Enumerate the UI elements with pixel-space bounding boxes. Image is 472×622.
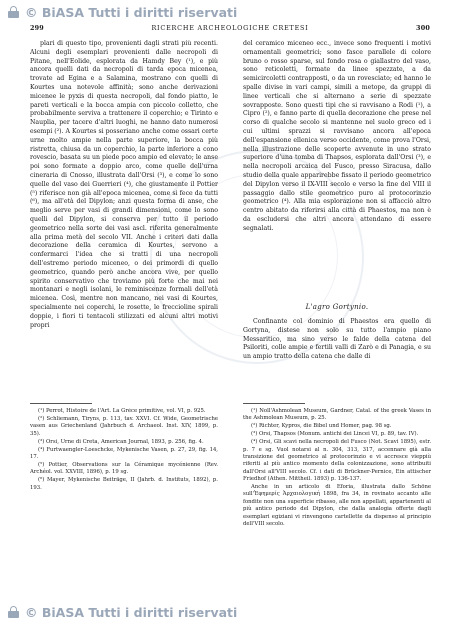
footnote: (⁴) Furtwaengler-Loeschcke, Mykenische Vasen, p. 27, 29, fig. 14, 17. <box>30 446 218 460</box>
footnote: Anche in un articolo di Eforia, illustrata dallo Schöne sull'Ἐφημερίς Ἀρχαιολογική 1898, fra 34, in rovinato accanto alle fondite non una superficie ribasso, alle non appellati, appartenenti al più antico periodo del Dipylon, che dalla analogia offerte dagli esemplari egiziani vi rinvengono cartellette da dispenso al principio dell'VIII secolo. <box>243 484 431 528</box>
body-paragraph: del ceramico miceneo ecc., invece sono frequenti i motivi ornamentali geometrici; sono fasce parallele di colore bruno o rosso sparse, sul fondo rosa o giallastro del vaso, sono reticoletti, formate da linee spezzate, a da semicircoletti contrapposti, o da un rovesciato; ed hanno le spalle divise in vari campi, simili a metope, da gruppi di linee verticali che si alternano a serie di spezzate sovrapposte. Sono questi tipi che si ravvisano a Rodi (¹), a Cipro (²), e fanno parte di quella decorazione che prese nel corso di qualche secolo si mantenne nel suolo greco ed i cui ultimi sprazzi si ravvisano ancora all'epoca dell'espansione ellenica verso occidente, come prova l'Orsi, nella illustrazione delle scoperte avvenute in uno strato superiore d'una tomba di Thapsos, esplorata dall'Orsi (³), e nella necropoli arcaica del Fusco, presso Siracusa, dallo studio della quale apparirebbe fissato il periodo geometrico del Dipylon verso il IX-VIII secolo e verso la fine del VIII il passaggio dallo stile geometrico puro al protocorinzio geometrico (⁴). Alla mia esplorazione non si affacciò altro centro abitato da riferirsi alla città di Phaestos, ma non è da escludersi che altri ancora attendano di essere segnalati. <box>243 40 431 232</box>
page-number-right: 300 <box>416 24 430 32</box>
watermark-banner-top <box>0 3 472 21</box>
footnote: (²) Richter, Kypros, die Bibel und Homer, pag. 98 sg. <box>251 423 392 430</box>
footnote: (⁶) Mayer, Mykenische Beiträge, II (Jahrb. d. Instituts, 1892), p. 193. <box>30 477 218 491</box>
footnotes-left <box>30 408 218 598</box>
lock-icon <box>8 6 19 18</box>
body-paragraph: Confinante col dominio di Phaestos era quello di Gortyna, distese non solo su tutto l'ampio piano Messaritico, ma sino verso le falde della catena del Psiloriti, colle ampie e fertili valli di Zarò e di Panagia, e su un ampio tratto della catena che dalle di <box>243 318 431 361</box>
lock-icon <box>8 606 19 618</box>
watermark-banner-bottom <box>0 603 472 621</box>
watermark-text: © BiASA Tutti i diritti riservati <box>25 4 238 20</box>
footnote: (³) Orsi, Thapsos (Monum. antichi dei Lincei VI, p. 89, tav. IV). <box>251 431 419 438</box>
left-text-column <box>30 40 218 395</box>
watermark-text: © BiASA Tutti i diritti riservati <box>25 604 238 620</box>
footnotes-right <box>243 408 431 598</box>
right-section-body <box>243 318 431 404</box>
page-number-left: 299 <box>30 24 44 32</box>
running-header <box>30 24 430 36</box>
footnote-divider <box>243 403 305 404</box>
running-title: RICERCHE ARCHEOLOGICHE CRETESI <box>151 24 309 32</box>
footnote: (²) Schliemann, Tiryns, p. 113, tav. XXVI. Cf. Wide, Geometrische vasen aus Griechenland (Jahrbuch d. Archaeol. Inst. XIV, 1899, p. 35). <box>30 415 218 437</box>
footnote: (¹) Perrot, Histoire de l'Art. La Grèce primitive, vol. VI, p. 925. <box>38 408 206 414</box>
section-heading: L'agro Gortynio. <box>305 303 369 311</box>
footnote: (⁴) Orsi, Gli scavi nella necropoli del Fusco (Not. Scavi 1895), estr. p. 7 e sg. Vuol notarsi al n. 304, 313, 317, accennare già alla transizione del geometrico al protocorinzio e vi accresce vieppiù riferiti al più antico momento della colonizzazione, sono attribuiti dall'Orsi all'VIII secolo. Cf. i dati di Brückner-Pernice, Ein attischer Friedhof (Athen. Mittheil. 1893) p. 136-137. <box>243 439 431 483</box>
footnote-divider <box>30 403 92 404</box>
body-paragraph: plari di questo tipo, provenienti dagli strati più recenti. Alcuni degli esemplari provenienti dalle necropoli di Pitane, nell'Eolide, esplorata da Hamdy Bey (¹), e più ancora quelli dati da necropoli di tarda epoca micenea, trovate ad Egina e a Salamina, mostrano con quelli di Kourtes una notevole affinità; sono anche derivazioni micenee le pyxis di questa necropoli, dal fondo piatto, le pareti verticali e la bocca ampia con piccolo colletto, che probabilmente serviva a trattenere il coperchio; e Tirinto e Nauplia, per tacere d'altri luoghi, ne hanno dato numerosi esempi (²). A Kourtes si posseriano anche come ossari certe urne molto ampie nella parte superiore, la bocca più ristretta, chiusa da un coperchio, la parte inferiore a cono rovescio, basata su un piede poco ampio ed elevato; le anse poi sono formate a doppio arco, come quelle dell'urna cineraria di Cnosso, illustrata dall'Orsi (³), e come lo sono quelle del vaso dei Guerrieri (⁴), che giustamente il Pottier (⁵) riferisce non già all'epoca micenea, come si fece da tutti (⁶), ma all'età del Dipylon; anzi questa forma di anse, che meglio serve per vasi di grandi dimensioni, come lo sono quelli del Dipylon, si conserva per tutto il periodo geometrico nella sorte dei vasi ascl. riferita generalmente alla prima metà del secolo VII. Anche i criteri dati dalla decorazione della ceramica di Kourtes, servono a confermarci l'idea che si tratti di una necropoli dell'estremo periodo miceneo, o dei primordi di quello geometrico, quando però anche ancora vive, per quello spirito conservativo che troviamo più forte che mai nei montanari e negli isolani, le reminiscenze formali dell'età micenea. Così, mentre non mancano, nei vasi di Kourtes, specialmente nei coperchi, le rosette, le freccioline spirali doppie, i fiori ti tentacoli stilizzati ed alcuni altri motivi propri <box>30 40 218 329</box>
right-text-column <box>243 40 431 298</box>
footnote: (¹) Noll'Ashmolean Museum, Gardner, Catal. of the greek Vases in the Ashmolean Museum, p. 25. <box>243 408 431 422</box>
footnote: (³) Orsi, Urne di Creta, American Journal, 1893, p. 256, fig. 4. <box>38 438 204 445</box>
footnote: (⁵) Pottier, Observations sur la Céramique mycénienne (Rev. Archéol. vol. XXVIII, 1896), p. 19 sg. <box>30 461 218 476</box>
